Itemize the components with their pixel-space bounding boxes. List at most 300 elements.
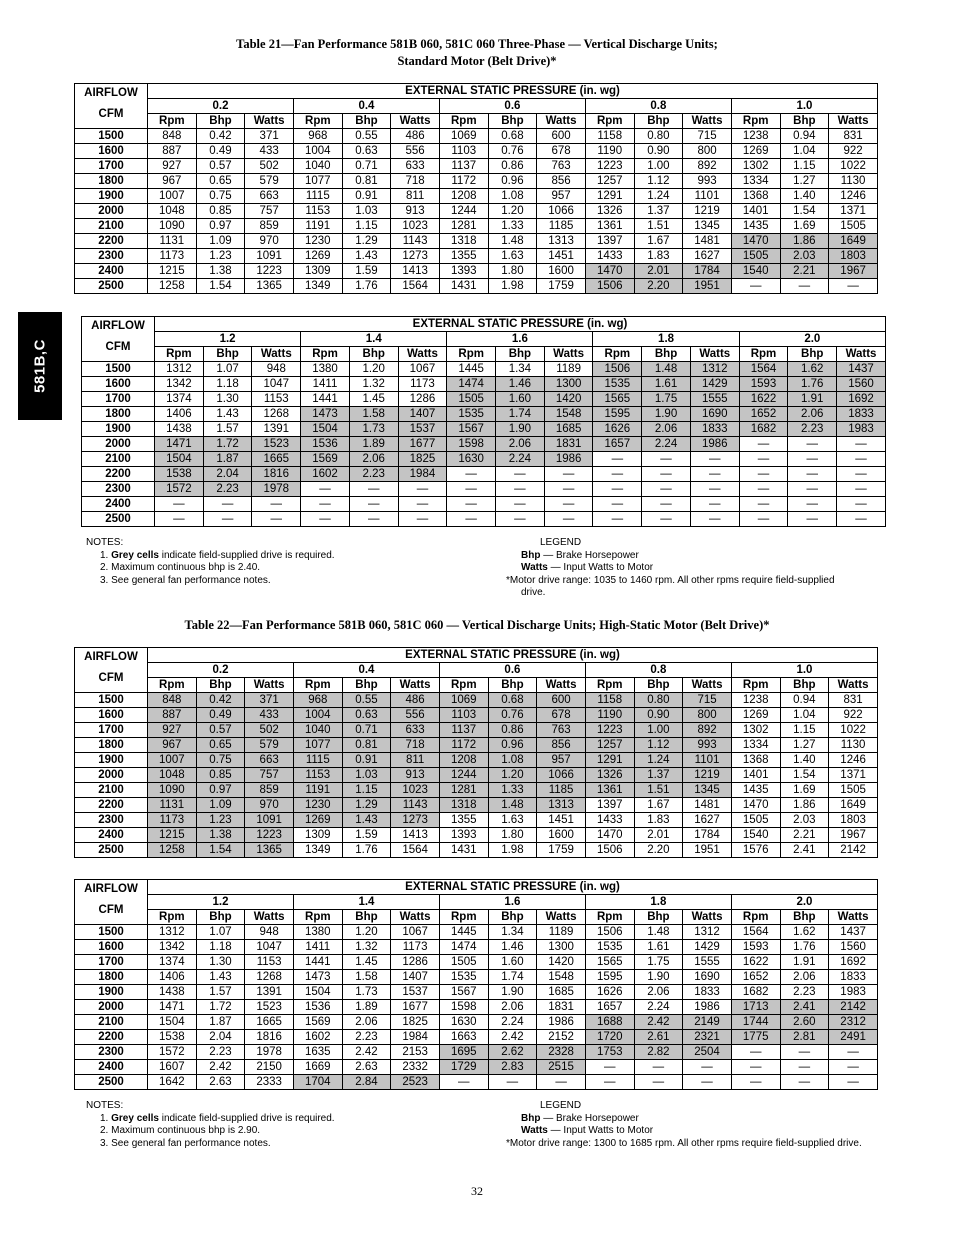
bhp-cell: — [634, 1075, 683, 1090]
rpm-cell: — [731, 279, 780, 294]
rpm-cell: 1626 [585, 985, 634, 1000]
rpm-cell: 1281 [439, 219, 488, 234]
rpm-cell: 1215 [148, 828, 197, 843]
pressure-header: 1.2 [148, 895, 294, 910]
watts-cell: — [544, 482, 593, 497]
rpm-cell: 1137 [439, 723, 488, 738]
watts-cell: 757 [245, 768, 294, 783]
cfm-label: CFM [98, 904, 124, 916]
watts-cell: 1429 [690, 377, 739, 392]
watts-cell: 1451 [537, 249, 586, 264]
rpm-cell: 1309 [293, 264, 342, 279]
rpm-cell: 1230 [293, 234, 342, 249]
watts-cell: 1047 [245, 940, 294, 955]
rpm-cell: 1257 [585, 174, 634, 189]
bhp-cell: 2.06 [634, 985, 683, 1000]
cfm-value: 2200 [75, 798, 148, 813]
rpm-cell: 1309 [293, 828, 342, 843]
bhp-cell: — [788, 467, 837, 482]
rpm-cell: 1312 [155, 362, 204, 377]
rpm-cell: 1506 [593, 362, 642, 377]
bhp-cell: 1.86 [780, 234, 829, 249]
legend-title: LEGEND [540, 1100, 582, 1111]
cfm-value: 1500 [82, 362, 155, 377]
watts-cell: 1286 [398, 392, 447, 407]
rpm-cell: 1393 [439, 828, 488, 843]
bhp-cell: 1.43 [196, 970, 245, 985]
watts-cell: 1451 [537, 813, 586, 828]
watts-cell: — [829, 1045, 878, 1060]
watts-cell: — [690, 452, 739, 467]
bhp-cell: 2.82 [634, 1045, 683, 1060]
watts-cell: 371 [245, 693, 294, 708]
rpm-cell: 1257 [585, 738, 634, 753]
pressure-header: 0.8 [585, 663, 731, 678]
table22-legend [506, 1100, 862, 1150]
rpm-cell: 1663 [439, 1030, 488, 1045]
bhp-column-header: Bhp [634, 678, 683, 693]
watts-column-header: Watts [391, 114, 440, 129]
rpm-cell: — [593, 497, 642, 512]
rpm-cell: 1538 [155, 467, 204, 482]
cfm-value: 2500 [75, 1075, 148, 1090]
rpm-cell: 1355 [439, 249, 488, 264]
table21-title-line2: Standard Motor (Belt Drive)* [397, 54, 557, 68]
watts-cell: 1481 [683, 798, 732, 813]
rpm-cell: 1744 [731, 1015, 780, 1030]
bhp-cell: 2.06 [496, 437, 545, 452]
rpm-cell: 1318 [439, 798, 488, 813]
bhp-column-header: Bhp [634, 114, 683, 129]
watts-cell: 1391 [252, 422, 301, 437]
bhp-cell: 2.81 [780, 1030, 829, 1045]
rpm-cell: 1349 [293, 279, 342, 294]
bhp-cell: 2.42 [342, 1045, 391, 1060]
rpm-cell: 1048 [148, 204, 197, 219]
notes-title: NOTES: [86, 1100, 124, 1111]
watts-cell: 1185 [537, 783, 586, 798]
rpm-cell: 1368 [731, 753, 780, 768]
watts-cell: 1627 [683, 813, 732, 828]
rpm-cell: 1564 [739, 362, 788, 377]
bhp-cell: 1.34 [496, 362, 545, 377]
rpm-cell: 1504 [155, 452, 204, 467]
bhp-cell: — [488, 1075, 537, 1090]
bhp-cell: 2.23 [349, 467, 398, 482]
bhp-cell: 1.20 [488, 204, 537, 219]
table-row [75, 219, 878, 234]
watts-cell: 433 [245, 144, 294, 159]
rpm-cell: 968 [293, 693, 342, 708]
watts-cell: 1407 [391, 970, 440, 985]
bhp-column-header: Bhp [488, 910, 537, 925]
rpm-cell: 1172 [439, 738, 488, 753]
bhp-cell: 1.37 [634, 204, 683, 219]
bhp-cell: 2.06 [788, 407, 837, 422]
note-1-text: indicate field-supplied drive is required. [158, 1112, 335, 1124]
watts-cell: — [837, 452, 886, 467]
pressure-header: 1.4 [301, 332, 447, 347]
cfm-value: 1500 [75, 693, 148, 708]
rpm-cell: 1173 [148, 813, 197, 828]
rpm-cell: 1077 [293, 174, 342, 189]
rpm-cell: — [739, 512, 788, 527]
watts-cell: 811 [391, 753, 440, 768]
rpm-cell: 1504 [293, 985, 342, 1000]
rpm-cell: 1258 [148, 843, 197, 858]
bhp-cell: — [349, 512, 398, 527]
bhp-cell: 1.03 [342, 768, 391, 783]
bhp-cell: 1.62 [788, 362, 837, 377]
bhp-cell: 2.41 [780, 1000, 829, 1015]
bhp-cell: 1.45 [342, 955, 391, 970]
note-3: 3. See general fan performance notes. [100, 1137, 271, 1149]
bhp-cell: 0.91 [342, 189, 391, 204]
rpm-cell: 1223 [585, 723, 634, 738]
cfm-value: 2500 [82, 512, 155, 527]
watts-cell: 1600 [537, 828, 586, 843]
rpm-cell: 1223 [585, 159, 634, 174]
bhp-cell: 1.29 [342, 234, 391, 249]
legend-bhp-bold: Bhp [521, 1112, 541, 1124]
rpm-cell: 1635 [293, 1045, 342, 1060]
watts-cell: 1555 [683, 955, 732, 970]
watts-cell: 486 [391, 693, 440, 708]
watts-cell: 2515 [537, 1060, 586, 1075]
bhp-cell: — [349, 482, 398, 497]
watts-cell: 1130 [829, 738, 878, 753]
bhp-cell: — [496, 482, 545, 497]
watts-cell: — [537, 1075, 586, 1090]
bhp-cell: 1.54 [196, 843, 245, 858]
table-row [75, 234, 878, 249]
bhp-cell: 1.40 [780, 753, 829, 768]
rpm-cell: 1355 [439, 813, 488, 828]
legend-watts-text: — Input Watts to Motor [547, 1125, 654, 1136]
rpm-cell: 1470 [585, 828, 634, 843]
rpm-cell: 1657 [593, 437, 642, 452]
bhp-cell: 0.65 [196, 174, 245, 189]
bhp-cell: 1.30 [196, 955, 245, 970]
watts-cell: 2504 [683, 1045, 732, 1060]
watts-cell: — [690, 467, 739, 482]
bhp-cell: 0.90 [634, 708, 683, 723]
watts-column-header: Watts [690, 347, 739, 362]
bhp-column-header: Bhp [196, 910, 245, 925]
rpm-cell: — [739, 467, 788, 482]
watts-cell: 1984 [391, 1030, 440, 1045]
bhp-cell: 1.72 [196, 1000, 245, 1015]
rpm-cell: — [731, 1045, 780, 1060]
bhp-cell: 1.91 [788, 392, 837, 407]
bhp-cell: 1.90 [642, 407, 691, 422]
rpm-cell: 1361 [585, 219, 634, 234]
watts-cell: 1173 [391, 940, 440, 955]
rpm-cell: 1191 [293, 219, 342, 234]
rpm-cell: 1318 [439, 234, 488, 249]
watts-cell: — [829, 279, 878, 294]
watts-cell: 2321 [683, 1030, 732, 1045]
bhp-cell: 1.18 [196, 940, 245, 955]
bhp-cell: 1.43 [203, 407, 252, 422]
bhp-cell: 0.80 [634, 129, 683, 144]
rpm-column-header: Rpm [439, 678, 488, 693]
rpm-cell: 1397 [585, 234, 634, 249]
bhp-cell: 0.42 [196, 129, 245, 144]
watts-cell: 970 [245, 798, 294, 813]
rpm-cell: 1652 [731, 970, 780, 985]
watts-cell: 1548 [544, 407, 593, 422]
bhp-cell: 1.38 [196, 264, 245, 279]
pressure-header: 0.2 [148, 663, 294, 678]
bhp-cell: 1.86 [780, 798, 829, 813]
bhp-column-header: Bhp [488, 678, 537, 693]
watts-cell: 2142 [829, 843, 878, 858]
external-static-pressure-header: EXTERNAL STATIC PRESSURE (in. wg) [148, 880, 878, 895]
watts-cell: 1986 [690, 437, 739, 452]
rpm-cell: — [447, 467, 496, 482]
rpm-cell: 1626 [593, 422, 642, 437]
watts-cell: 1692 [829, 955, 878, 970]
bhp-cell: 1.58 [349, 407, 398, 422]
watts-cell: 892 [683, 723, 732, 738]
watts-column-header: Watts [398, 347, 447, 362]
bhp-column-header: Bhp [196, 114, 245, 129]
watts-cell: 1481 [683, 234, 732, 249]
bhp-cell: 1.46 [496, 377, 545, 392]
watts-cell: 1413 [391, 264, 440, 279]
watts-cell: 993 [683, 174, 732, 189]
rpm-cell: 1208 [439, 753, 488, 768]
bhp-cell: — [780, 1075, 829, 1090]
watts-cell: 718 [391, 174, 440, 189]
bhp-cell: 1.73 [349, 422, 398, 437]
airflow-header [75, 880, 148, 925]
watts-cell: 1312 [690, 362, 739, 377]
table-row [75, 738, 878, 753]
watts-cell: 957 [537, 189, 586, 204]
watts-cell: — [544, 467, 593, 482]
pressure-header: 1.8 [593, 332, 739, 347]
bhp-cell: 1.63 [488, 249, 537, 264]
rpm-cell: 1040 [293, 159, 342, 174]
watts-cell: 1437 [837, 362, 886, 377]
rpm-cell: 1540 [731, 264, 780, 279]
watts-cell: 1067 [398, 362, 447, 377]
bhp-cell: 2.06 [642, 422, 691, 437]
rpm-cell: 1504 [148, 1015, 197, 1030]
watts-cell: 1833 [837, 407, 886, 422]
rpm-column-header: Rpm [293, 678, 342, 693]
rpm-column-header: Rpm [155, 347, 204, 362]
bhp-cell: 2.60 [780, 1015, 829, 1030]
cfm-value: 1800 [75, 738, 148, 753]
rpm-cell: 1540 [731, 828, 780, 843]
table21-part2 [81, 316, 886, 527]
rpm-cell: 1506 [585, 843, 634, 858]
watts-cell: 2142 [829, 1000, 878, 1015]
watts-cell: 1268 [245, 970, 294, 985]
pressure-header: 1.6 [439, 895, 585, 910]
rpm-cell: 1433 [585, 249, 634, 264]
rpm-cell: — [731, 1060, 780, 1075]
watts-cell: 2150 [245, 1060, 294, 1075]
bhp-cell: 1.23 [196, 249, 245, 264]
watts-cell: 1312 [683, 925, 732, 940]
rpm-cell: 1642 [148, 1075, 197, 1090]
table-row [82, 437, 886, 452]
rpm-cell: 1576 [731, 843, 780, 858]
rpm-cell: 1652 [739, 407, 788, 422]
rpm-cell: 1153 [293, 768, 342, 783]
rpm-cell: 1682 [731, 985, 780, 1000]
watts-cell: 1300 [544, 377, 593, 392]
bhp-cell: 1.62 [780, 925, 829, 940]
pressure-header: 1.0 [731, 99, 877, 114]
cfm-value: 1700 [75, 723, 148, 738]
bhp-cell: 1.90 [634, 970, 683, 985]
rpm-cell: 1172 [439, 174, 488, 189]
bhp-cell: 1.40 [780, 189, 829, 204]
watts-cell: 1784 [683, 828, 732, 843]
bhp-cell: 1.12 [634, 174, 683, 189]
rpm-cell: 1361 [585, 783, 634, 798]
rpm-cell: 1401 [731, 204, 780, 219]
rpm-cell: 927 [148, 159, 197, 174]
rpm-cell: — [593, 512, 642, 527]
bhp-cell: 1.75 [634, 955, 683, 970]
rpm-cell: 1567 [439, 985, 488, 1000]
cfm-value: 2300 [75, 813, 148, 828]
watts-column-header: Watts [683, 678, 732, 693]
rpm-cell: 1326 [585, 768, 634, 783]
watts-cell: — [837, 497, 886, 512]
rpm-cell: 1474 [439, 940, 488, 955]
pressure-header: 0.8 [585, 99, 731, 114]
legend-watts-bold: Watts [521, 1125, 548, 1136]
bhp-cell: 1.37 [634, 768, 683, 783]
table-row [75, 798, 878, 813]
cfm-value: 1700 [82, 392, 155, 407]
watts-cell: 1101 [683, 753, 732, 768]
watts-cell: 1091 [245, 813, 294, 828]
table-row [75, 813, 878, 828]
table-row [75, 985, 878, 1000]
cfm-value: 2300 [75, 249, 148, 264]
watts-cell: 831 [829, 693, 878, 708]
bhp-cell: 1.60 [496, 392, 545, 407]
rpm-cell: 1368 [731, 189, 780, 204]
watts-cell: 1978 [252, 482, 301, 497]
bhp-cell: 0.85 [196, 768, 245, 783]
rpm-cell: 1775 [731, 1030, 780, 1045]
cfm-value: 2300 [75, 1045, 148, 1060]
watts-cell: 633 [391, 159, 440, 174]
watts-cell: 831 [829, 129, 878, 144]
rpm-cell: 1401 [731, 768, 780, 783]
bhp-cell: — [788, 437, 837, 452]
cfm-value: 1900 [75, 753, 148, 768]
watts-cell: 1022 [829, 159, 878, 174]
watts-cell: — [544, 497, 593, 512]
bhp-cell: 1.15 [342, 219, 391, 234]
rpm-cell: — [585, 1075, 634, 1090]
bhp-cell: 1.89 [349, 437, 398, 452]
rpm-column-header: Rpm [731, 678, 780, 693]
table-row [75, 708, 878, 723]
bhp-column-header: Bhp [642, 347, 691, 362]
pressure-header: 0.4 [293, 663, 439, 678]
note-1-bold: Grey cells [111, 1112, 159, 1124]
rpm-cell: 1281 [439, 783, 488, 798]
rpm-cell: 1602 [293, 1030, 342, 1045]
rpm-column-header: Rpm [439, 114, 488, 129]
bhp-cell: 1.57 [196, 985, 245, 1000]
rpm-cell: — [301, 512, 350, 527]
watts-cell: 1986 [683, 1000, 732, 1015]
rpm-cell: 1048 [148, 768, 197, 783]
bhp-cell: 0.57 [196, 723, 245, 738]
rpm-cell: 1506 [585, 279, 634, 294]
rpm-cell: 1269 [731, 708, 780, 723]
rpm-cell: 1397 [585, 798, 634, 813]
rpm-column-header: Rpm [293, 114, 342, 129]
watts-cell: 1023 [391, 219, 440, 234]
cfm-value: 1600 [75, 144, 148, 159]
rpm-cell: 1326 [585, 204, 634, 219]
watts-cell: 486 [391, 129, 440, 144]
table-row [82, 362, 886, 377]
rpm-column-header: Rpm [731, 114, 780, 129]
watts-cell: 1268 [252, 407, 301, 422]
rpm-cell: 1131 [148, 234, 197, 249]
bhp-cell: 1.38 [196, 828, 245, 843]
rpm-cell: 1536 [293, 1000, 342, 1015]
watts-cell: 913 [391, 204, 440, 219]
rpm-cell: 1215 [148, 264, 197, 279]
watts-cell: 1784 [683, 264, 732, 279]
watts-cell: 1022 [829, 723, 878, 738]
bhp-column-header: Bhp [634, 910, 683, 925]
watts-cell: 1047 [252, 377, 301, 392]
rpm-cell: 1630 [439, 1015, 488, 1030]
table-row [82, 512, 886, 527]
watts-cell: 433 [245, 708, 294, 723]
watts-cell: 800 [683, 144, 732, 159]
page-number: 32 [471, 1184, 483, 1198]
pressure-header: 1.6 [447, 332, 593, 347]
watts-cell: 1677 [391, 1000, 440, 1015]
watts-cell: 1816 [245, 1030, 294, 1045]
rpm-cell: — [585, 1060, 634, 1075]
bhp-cell: 1.57 [203, 422, 252, 437]
watts-cell: 2332 [391, 1060, 440, 1075]
watts-cell: 502 [245, 159, 294, 174]
motor-note-line2: drive. [521, 587, 546, 598]
bhp-column-header: Bhp [780, 910, 829, 925]
bhp-cell: — [496, 497, 545, 512]
rpm-cell: 1630 [447, 452, 496, 467]
bhp-cell: 1.76 [342, 279, 391, 294]
rpm-cell: 887 [148, 708, 197, 723]
bhp-cell: 0.81 [342, 738, 391, 753]
watts-cell: — [829, 1060, 878, 1075]
rpm-cell: 1406 [148, 970, 197, 985]
bhp-cell: 1.80 [488, 828, 537, 843]
cfm-value: 1700 [75, 955, 148, 970]
bhp-cell: 2.06 [488, 1000, 537, 1015]
table-row [82, 392, 886, 407]
